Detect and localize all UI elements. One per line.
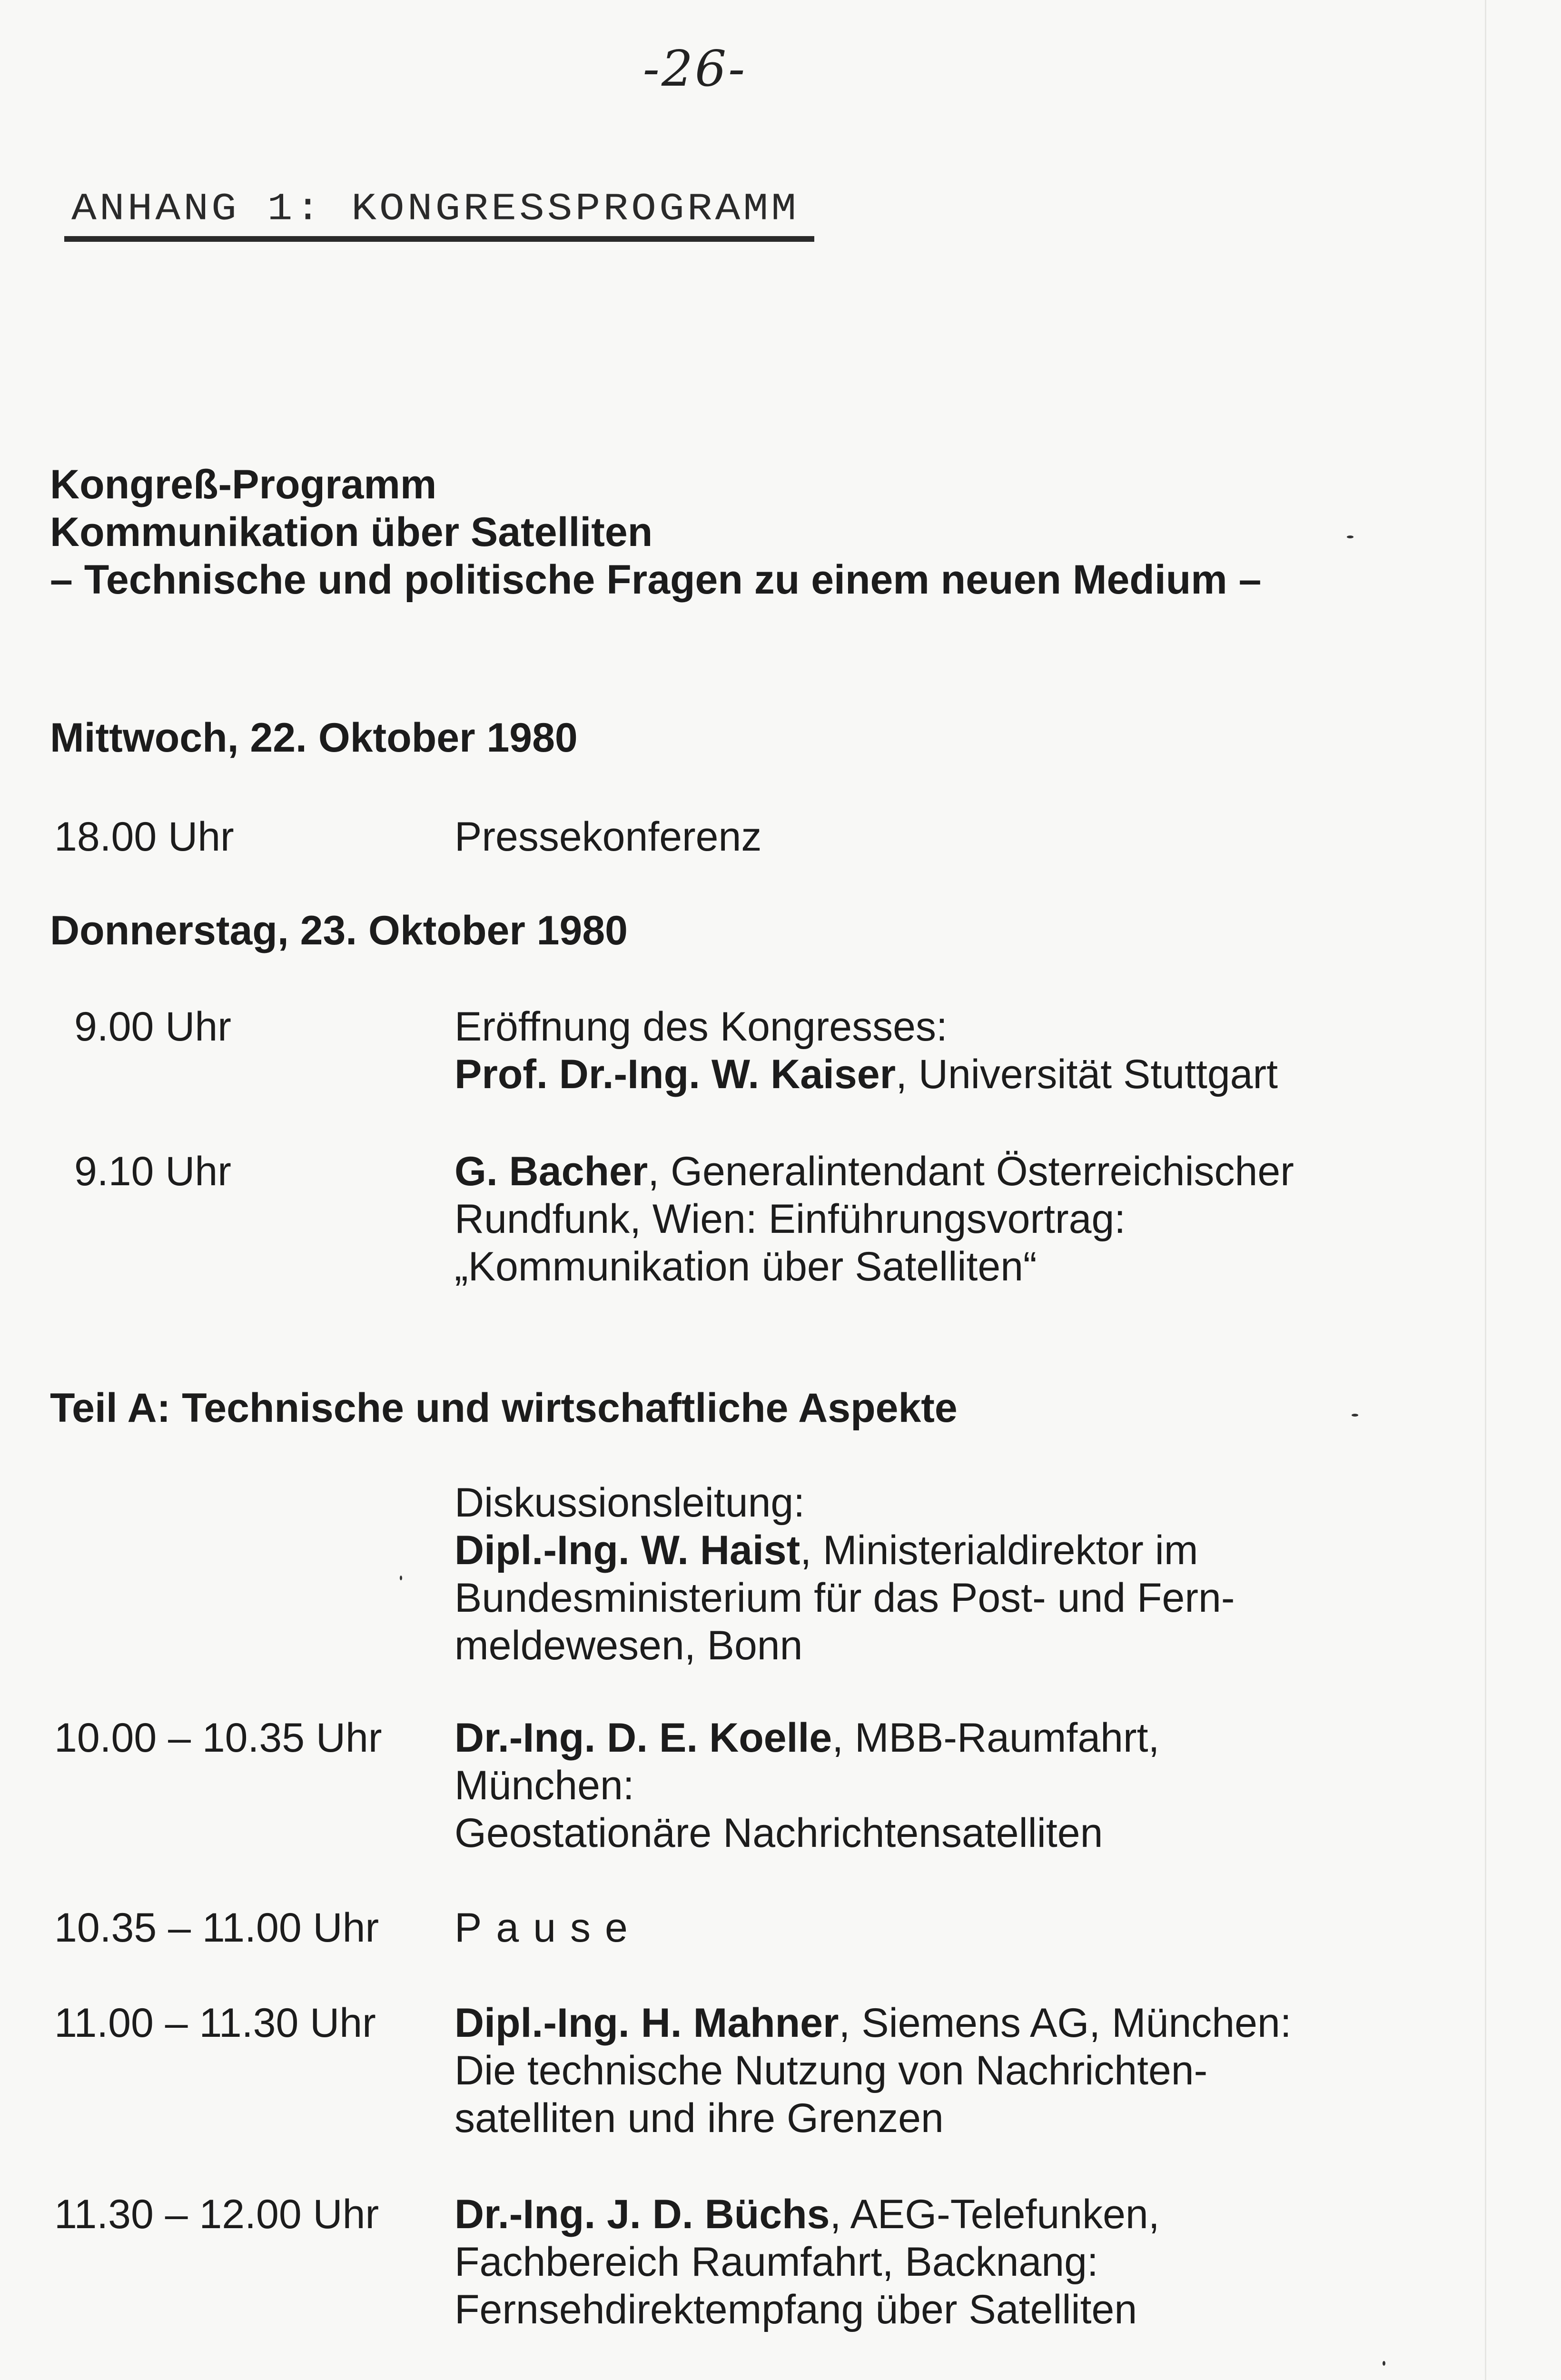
schedule-item-speaker-line: [454, 1715, 1160, 1761]
schedule-item-text: meldewesen, Bonn: [454, 1623, 803, 1668]
schedule-item-text: Geostationäre Nachrichtensatelliten: [454, 1810, 1103, 1856]
moderation-label: Diskussionsleitung:: [454, 1480, 805, 1526]
schedule-time: 9.00 Uhr: [74, 1004, 231, 1050]
schedule-item-text: Rundfunk, Wien: Einführungsvortrag:: [454, 1196, 1126, 1242]
paper-fold-line: [1485, 0, 1486, 2380]
speaker-affiliation: , Ministerialdirektor im: [800, 1527, 1198, 1573]
schedule-time: 11.30 – 12.00 Uhr: [54, 2192, 379, 2237]
section-heading: Teil A: Technische und wirtschaftliche Aspekte: [50, 1385, 958, 1431]
schedule-item-speaker-line: [454, 1051, 1278, 1097]
page-number: -26-: [642, 40, 747, 98]
schedule-item-speaker-line: [454, 2194, 1160, 2235]
schedule-item-speaker-line: [454, 2000, 1292, 2046]
day-heading: Donnerstag, 23. Oktober 1980: [50, 908, 628, 953]
paper-speck: [1383, 2361, 1385, 2366]
schedule-time: 10.00 – 10.35 Uhr: [54, 1715, 382, 1761]
speaker-affiliation: , Siemens AG, München:: [839, 2000, 1292, 2046]
speaker-affiliation: , Universität Stuttgart: [896, 1051, 1278, 1097]
speaker-name: Dipl.-Ing. W. Haist: [454, 1527, 800, 1573]
program-tagline: – Technische und politische Fragen zu einem neuen Medium –: [50, 557, 1262, 603]
program-title: Kongreß-Programm: [50, 462, 437, 507]
schedule-item-text: „Kommunikation über Satelliten“: [454, 1244, 1037, 1289]
speaker-affiliation: , Generalintendant Österreichischer: [648, 1149, 1294, 1194]
paper-speck: [1352, 1414, 1358, 1417]
schedule-item-text: Pressekonferenz: [454, 814, 762, 860]
schedule-item-text: Bundesministerium für das Post- und Fern-: [454, 1575, 1235, 1621]
speaker-name: Prof. Dr.-Ing. W. Kaiser: [454, 1051, 896, 1097]
day-heading: Mittwoch, 22. Oktober 1980: [50, 715, 578, 761]
speaker-name: Dr.-Ing. D. E. Koelle: [454, 1715, 832, 1761]
speaker-affiliation: , MBB-Raumfahrt,: [832, 1715, 1160, 1761]
schedule-time: 18.00 Uhr: [54, 814, 234, 860]
schedule-time: 10.35 – 11.00 Uhr: [54, 1905, 379, 1951]
schedule-item-text: München:: [454, 1763, 634, 1808]
paper-speck: [400, 1576, 402, 1580]
program-subtitle: Kommunikation über Satelliten: [50, 509, 653, 555]
speaker-name: Dipl.-Ing. H. Mahner: [454, 2000, 839, 2046]
annex-title: ANHANG 1: KONGRESSPROGRAMM: [71, 188, 800, 231]
speaker-name: G. Bacher: [454, 1149, 648, 1194]
schedule-item-speaker-line: [454, 1527, 1198, 1573]
schedule-item-speaker-line: [454, 1151, 1294, 1192]
schedule-time: 11.00 – 11.30 Uhr: [54, 2000, 376, 2046]
speaker-affiliation: , AEG-Telefunken,: [830, 2192, 1160, 2237]
schedule-item-text: satelliten und ihre Grenzen: [454, 2095, 944, 2141]
schedule-item-text: Fachbereich Raumfahrt, Backnang:: [454, 2239, 1098, 2285]
annex-title-underline: [64, 236, 814, 242]
schedule-item-text: Fernsehdirektempfang über Satelliten: [454, 2287, 1137, 2332]
pause-label: Pause: [454, 1905, 642, 1951]
schedule-item-text: Die technische Nutzung von Nachrichten-: [454, 2048, 1208, 2093]
schedule-time: 9.10 Uhr: [74, 1149, 231, 1194]
paper-speck: [1347, 536, 1354, 538]
schedule-item-text: Eröffnung des Kongresses:: [454, 1004, 948, 1050]
speaker-name: Dr.-Ing. J. D. Büchs: [454, 2192, 830, 2237]
